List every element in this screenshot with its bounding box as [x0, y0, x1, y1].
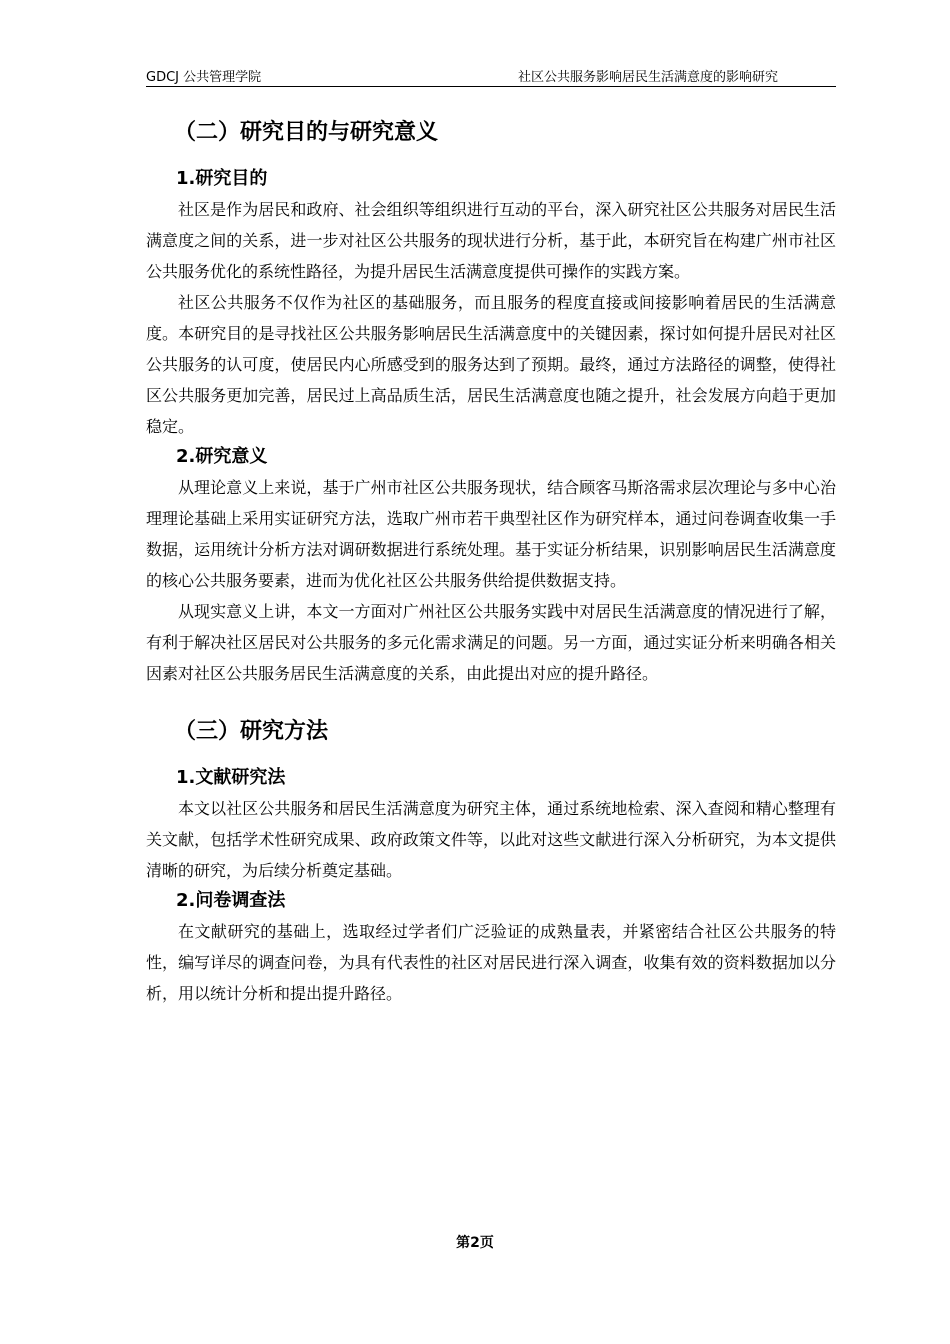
section-title-research-methods: （三）研究方法 — [174, 719, 329, 744]
header-institution: GDCJ 公共管理学院 — [146, 70, 262, 85]
paragraph: 从现实意义上讲，本文一方面对广州社区公共服务实践中对居民生活满意度的情况进行了解，有利于解决社区居民对公共服务的多元化需求满足的问题。另一方面，通过实证分析来明确各相关因素对社区公共服务居民生活满意度的关系，由此提出对应的提升路径。 — [146, 602, 836, 683]
subsection-title-research-purpose: 1.研究目的 — [176, 168, 268, 189]
subsection-title-questionnaire-method: 2.问卷调查法 — [176, 890, 286, 911]
paragraph: 从理论意义上来说，基于广州市社区公共服务现状，结合顾客马斯洛需求层次理论与多中心治理理论基础上采用实证研究方法，选取广州市若干典型社区作为研究样本，通过问卷调查收集一手数据，运用统计分析方法对调研数据进行系统处理。基于实证分析结果，识别影响居民生活满意度的核心公共服务要素，进而为优化社区公共服务供给提供数据支持。 — [146, 478, 836, 590]
paragraph: 社区公共服务不仅作为社区的基础服务，而且服务的程度直接或间接影响着居民的生活满意度。本研究目的是寻找社区公共服务影响居民生活满意度中的关键因素，探讨如何提升居民对社区公共服务的认可度，使居民内心所感受到的服务达到了预期。最终，通过方法路径的调整，使得社区公共服务更加完善，居民过上高品质生活，居民生活满意度也随之提升，社会发展方向趋于更加稳定。 — [146, 293, 836, 436]
paragraph: 本文以社区公共服务和居民生活满意度为研究主体，通过系统地检索、深入查阅和精心整理有关文献，包括学术性研究成果、政府政策文件等，以此对这些文献进行深入分析研究，为本文提供清晰的研究，为后续分析奠定基础。 — [146, 799, 836, 880]
main-content — [146, 110, 836, 1009]
subsection-title-research-significance: 2.研究意义 — [176, 446, 268, 467]
section-title-research-purpose-significance: （二）研究目的与研究意义 — [174, 120, 439, 145]
paragraph: 社区是作为居民和政府、社会组织等组织进行互动的平台，深入研究社区公共服务对居民生活满意度之间的关系，进一步对社区公共服务的现状进行分析，基于此，本研究旨在构建广州市社区公共服务优化的系统性路径，为提升居民生活满意度提供可操作的实践方案。 — [146, 200, 836, 281]
paragraph: 在文献研究的基础上，选取经过学者们广泛验证的成熟量表，并紧密结合社区公共服务的特性，编写详尽的调查问卷，为具有代表性的社区对居民进行深入调查，收集有效的资料数据加以分析，用以统计分析和提出提升路径。 — [146, 922, 836, 1003]
subsection-title-literature-method: 1.文献研究法 — [176, 767, 286, 788]
page-number: 第2页 — [456, 1235, 494, 1251]
page-header — [146, 66, 836, 87]
header-paper-title: 社区公共服务影响居民生活满意度的影响研究 — [517, 70, 778, 85]
